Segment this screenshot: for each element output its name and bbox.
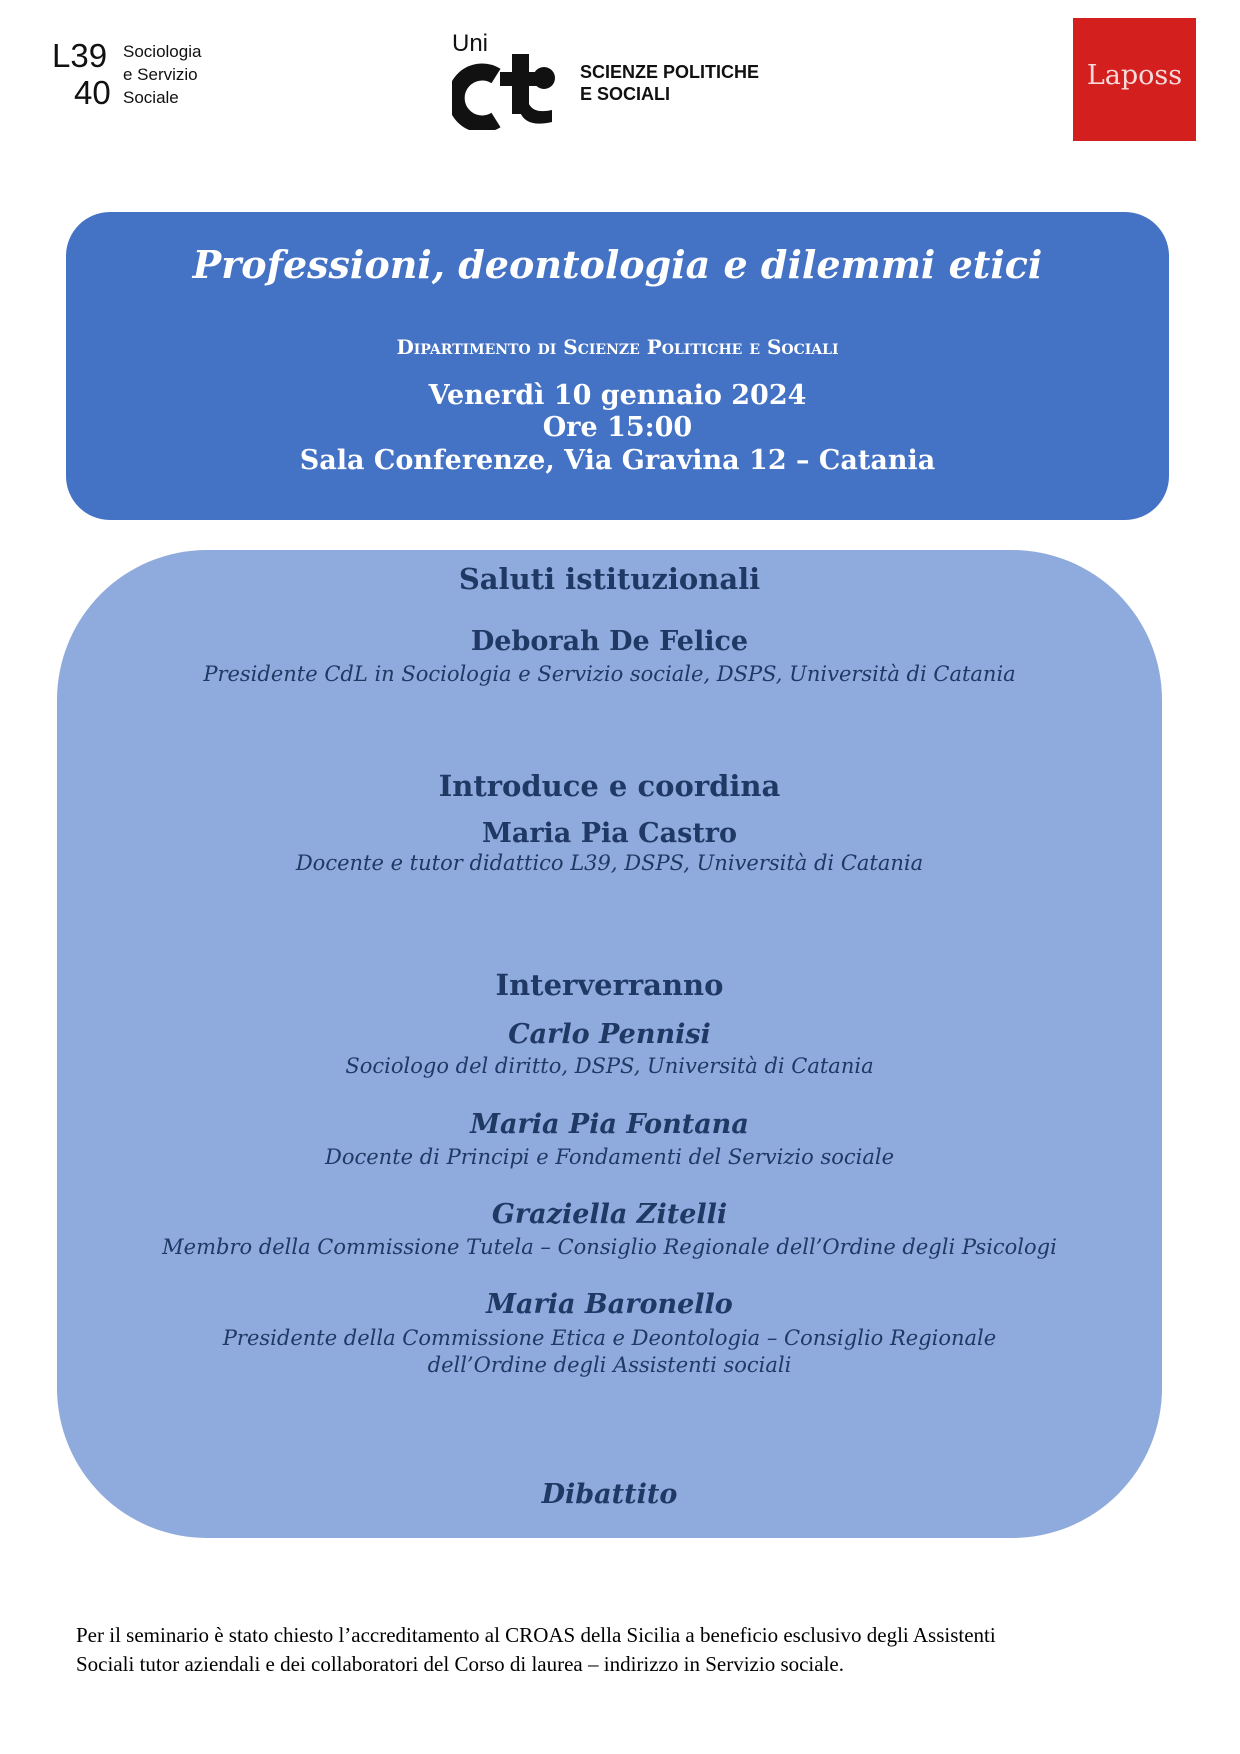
unict-logo <box>452 30 812 130</box>
intro-heading: Introduce e coordina <box>438 769 781 803</box>
laposs-logo <box>1073 18 1196 141</box>
l3940-logo-line: e Servizio <box>123 65 198 84</box>
l3940-logo-text <box>123 40 201 109</box>
speaker-name: Maria Baronello <box>486 1289 733 1320</box>
program-box <box>57 550 1162 1538</box>
event-time: Ore 15:00 <box>542 412 693 443</box>
speaker-name: Maria Pia Fontana <box>470 1109 749 1140</box>
l39-number: L39 <box>52 37 108 74</box>
speaker-role: Docente di Principi e Fondamenti del Servizio sociale <box>325 1145 894 1169</box>
event-title: Professioni, deontologia e dilemmi etici <box>192 242 1043 287</box>
unict-department-line: E SOCIALI <box>580 84 671 104</box>
unict-department-line: SCIENZE POLITICHE <box>580 62 760 82</box>
speaker-name: Graziella Zitelli <box>491 1199 728 1230</box>
accreditation-note-line: Per il seminario è stato chiesto l’accreditamento al CROAS della Sicilia a beneficio esclusivo degli Assistenti <box>76 1623 996 1647</box>
accreditation-note-line: Sociali tutor aziendali e dei collaboratori del Corso di laurea – indirizzo in Servizio sociale. <box>76 1652 844 1676</box>
speaker-role: Presidente della Commissione Etica e Deontologia – Consiglio Regionale <box>222 1326 997 1350</box>
event-venue: Sala Conferenze, Via Gravina 12 – Catania <box>299 445 936 476</box>
l3940-logo <box>52 38 222 114</box>
speakers-heading: Interverranno <box>495 968 724 1002</box>
laposs-logo-text: Laposs <box>1086 60 1183 91</box>
accreditation-note <box>76 1621 1196 1679</box>
speaker-role: dell’Ordine degli Assistenti sociali <box>427 1353 792 1377</box>
speaker-role: Membro della Commissione Tutela – Consiglio Regionale dell’Ordine degli Psicologi <box>162 1235 1057 1259</box>
greetings-heading: Saluti istituzionali <box>458 562 761 596</box>
event-date: Venerdì 10 gennaio 2024 <box>428 380 807 411</box>
l3940-logo-line: Sociale <box>123 88 179 107</box>
speaker-role: Docente e tutor didattico L39, DSPS, Università di Catania <box>295 851 924 875</box>
closing-debate: Dibattito <box>541 1479 678 1510</box>
l3940-logo-line: Sociologia <box>123 42 202 61</box>
speaker-role: Presidente CdL in Sociologia e Servizio sociale, DSPS, Università di Catania <box>203 662 1016 686</box>
speaker-name: Maria Pia Castro <box>481 818 738 849</box>
speaker-name: Carlo Pennisi <box>508 1019 711 1050</box>
speaker-name: Deborah De Felice <box>470 626 749 657</box>
l40-number: 40 <box>74 74 111 111</box>
unict-department-name <box>580 61 759 105</box>
unict-logo-uni: Uni <box>452 30 489 57</box>
unict-ct-mark <box>452 38 564 130</box>
event-header-box <box>66 212 1169 520</box>
department-name: Dipartimento di Scienze Politiche e Sociali <box>396 335 839 359</box>
speaker-role: Sociologo del diritto, DSPS, Università di Catania <box>345 1054 874 1078</box>
